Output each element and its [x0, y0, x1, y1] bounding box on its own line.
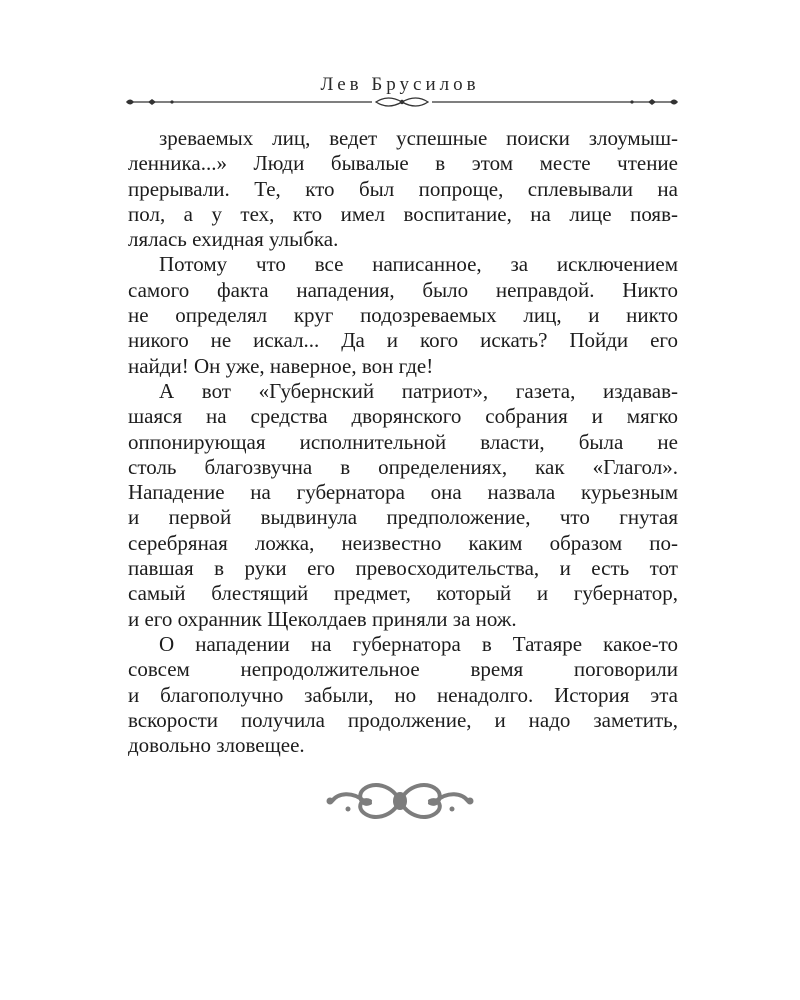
text-line: вскорости получила продолжение, и надо заметить,: [128, 707, 678, 732]
text-line: лялась ехидная улыбка.: [128, 227, 339, 252]
text-line: А вот «Губернский патриот», газета, издавав-: [159, 378, 678, 403]
text-line: Потому что все написанное, за исключением: [159, 252, 678, 277]
end-of-chapter-ornament: [326, 775, 474, 827]
text-line: шаяся на средства дворянского собрания и мягко: [128, 404, 678, 429]
text-line: прерывали. Те, кто был попроще, сплевывали на: [128, 176, 678, 201]
paragraph: [128, 252, 678, 378]
header-rule-ornament: [126, 95, 678, 109]
text-line: столь благозвучна в определениях, как «Глагол».: [128, 454, 678, 479]
text-line: пол, а у тех, кто имел воспитание, на лице появ-: [128, 201, 678, 226]
text-line: оппонирующая исполнительной власти, была не: [128, 429, 678, 454]
text-line: не определял круг подозреваемых лиц, и никто: [128, 303, 678, 328]
text-line: и его охранник Щеколдаев приняли за нож.: [128, 606, 517, 631]
paragraph: [128, 379, 678, 632]
text-line: павшая в руки его превосходительства, и есть тот: [128, 556, 678, 581]
text-line: совсем непродолжительное время поговорили: [128, 657, 678, 682]
text-line: найди! Он уже, наверное, вон где!: [128, 353, 434, 378]
paragraph: [128, 632, 678, 758]
text-line: самый блестящий предмет, который и губернатор,: [128, 581, 678, 606]
text-line: зреваемых лиц, ведет успешные поиски злоумыш-: [159, 126, 678, 150]
text-line: никого не искал... Да и кого искать? Пойди его: [128, 328, 678, 353]
text-line: довольно зловещее.: [128, 733, 305, 758]
text-line: Нападение на губернатора она назвала курьезным: [128, 480, 678, 505]
text-line: О нападении на губернатора в Татаяре какое-то: [159, 631, 678, 656]
text-line: и первой выдвинула предположение, что гнутая: [128, 505, 678, 530]
running-head: Лев Брусилов: [320, 74, 480, 95]
body-text: [128, 126, 678, 758]
text-line: ленника...» Люди бывалые в этом месте чтение: [128, 151, 678, 176]
text-line: серебряная ложка, неизвестно каким образом по-: [128, 530, 678, 555]
paragraph: [128, 126, 678, 252]
text-line: и благополучно забыли, но ненадолго. История эта: [128, 682, 678, 707]
text-line: самого факта нападения, было неправдой. Никто: [128, 277, 678, 302]
